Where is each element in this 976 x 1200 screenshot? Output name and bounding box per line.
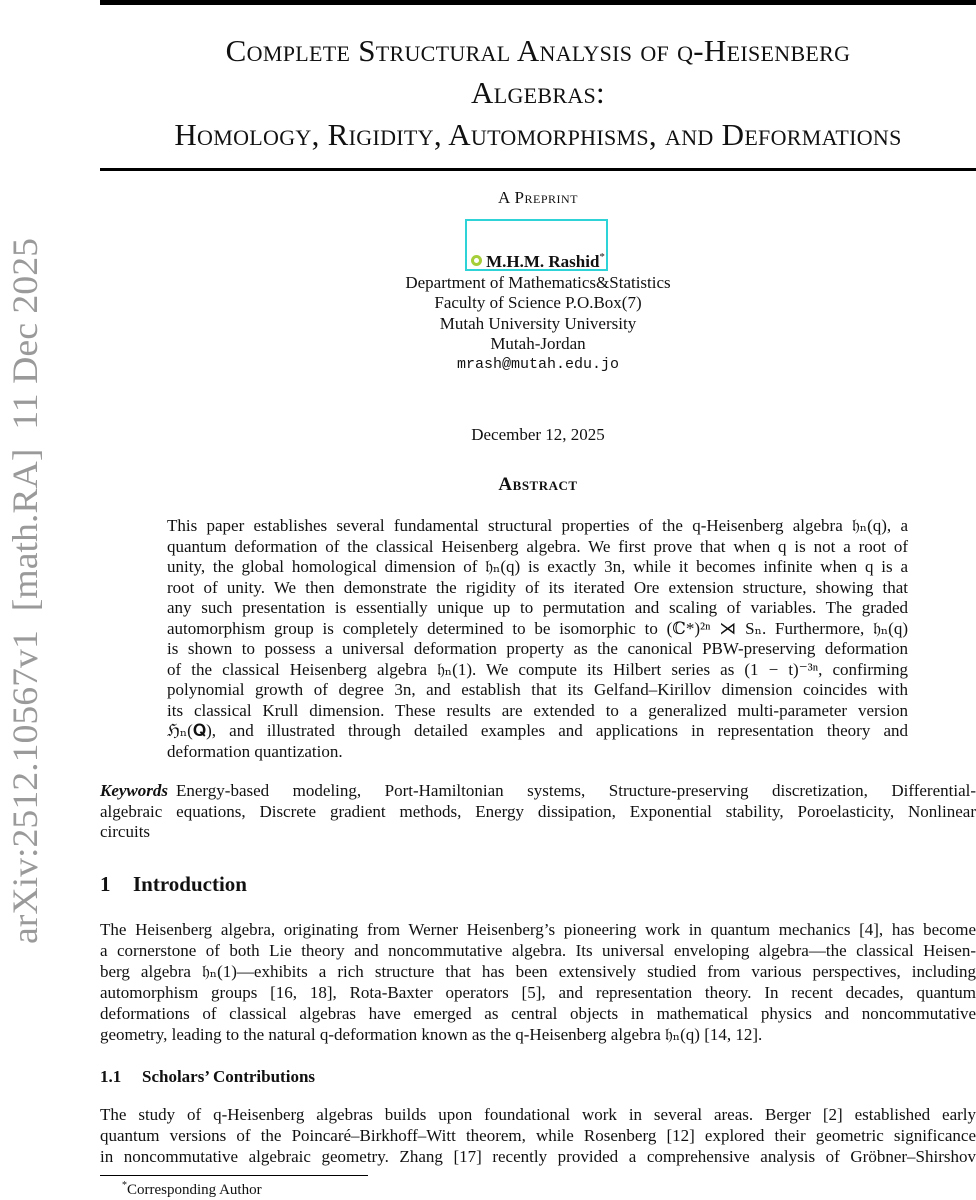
scholars-paragraph: [100, 1104, 976, 1167]
arxiv-id-text: arXiv:2512.10567v1 [math.RA] 11 Dec 2025: [5, 271, 45, 944]
paper-title: [100, 30, 976, 156]
author-email[interactable]: mrash@mutah.edu.jo: [456, 355, 620, 373]
abstract-line: unity, the global homological dimension of 𝔥ₙ(q) is exactly 3n, while it becomes infinite when q is a: [167, 557, 908, 576]
abstract-line: is shown to possess a universal deformation property as the canonical PBW-preserving deformation: [167, 639, 908, 658]
affiliation-line: Department of Mathematics&Statistics: [405, 272, 671, 292]
keywords: [100, 781, 976, 843]
paragraph-line: a cornerstone of both Lie theory and noncommutative algebra. Its universal enveloping algebra—the classical Heisen-: [100, 941, 976, 960]
abstract-line: quantum deformation of the classical Heisenberg algebra. We first prove that when q is not a root of: [167, 536, 908, 556]
author-line: [100, 247, 976, 273]
abstract-heading: Abstract: [498, 474, 578, 495]
subsection-title: Scholars’ Contributions: [142, 1067, 316, 1086]
section-title: Introduction: [133, 872, 247, 896]
affiliation-line: Mutah-Jordan: [490, 334, 586, 353]
abstract-line: any such presentation is essentially unique up to permutation and scaling of variables. The graded: [167, 598, 908, 617]
title-line-1: Complete Structural Analysis of q-Heisenberg: [225, 33, 851, 68]
paragraph-line: in noncommutative algebraic geometry. Zhang [17] recently provided a comprehensive analysis of Gröbner–Shirshov: [100, 1147, 976, 1166]
paragraph-line: berg algebra 𝔥ₙ(1)—exhibits a rich structure that has been extensively studied from various perspectives, including: [100, 962, 976, 981]
abstract-line: automorphism group is completely determined to be isomorphic to (ℂ*)²ⁿ ⋊ Sₙ. Furthermore, 𝔥ₙ(q): [167, 618, 908, 638]
keywords-label: Keywords: [100, 781, 168, 800]
preprint-label: A Preprint: [497, 188, 579, 207]
keywords-text: Energy-based modeling, Port-Hamiltonian systems, Structure-preserving discretization, Differential-: [176, 781, 976, 800]
paragraph-line: deformations of classical algebras have emerged as central objects in mathematical physics and noncommutative: [100, 1004, 976, 1023]
title-line-2: Algebras:: [471, 75, 605, 110]
paragraph-line: The Heisenberg algebra, originating from Werner Heisenberg’s pioneering work in quantum mechanics [4], has become: [100, 920, 976, 939]
keywords-line-2: algebraic equations, Discrete gradient methods, Energy dissipation, Exponential stability, Poroelasticity, Nonlinear: [100, 801, 976, 821]
top-rule: [100, 0, 976, 5]
paragraph-line: automorphism groups [16, 18], Rota-Baxter operators [5], and representation theory. In recent decades, quantum: [100, 983, 976, 1002]
abstract-line: of the classical Heisenberg algebra 𝔥ₙ(1). We compute its Hilbert series as (1 − t)⁻³ⁿ, confirming: [167, 659, 908, 679]
affiliation-line: Mutah University University: [439, 313, 637, 333]
abstract-line: ℌₙ(𝐐), and illustrated through detailed examples and applications in representation theory and: [167, 721, 908, 740]
abstract-text: [167, 516, 908, 762]
arxiv-identifier: [4, 236, 46, 946]
title-line-3: Homology, Rigidity, Automorphisms, and Deformations: [174, 117, 902, 152]
paragraph-line: The study of q-Heisenberg algebras builds upon foundational work in several areas. Berger [2] established early: [100, 1105, 976, 1124]
footnote-rule: [100, 1175, 368, 1176]
footnote-mark: *: [122, 1180, 127, 1191]
author-name[interactable]: M.H.M. Rashid: [486, 252, 600, 271]
paragraph-line: geometry, leading to the natural q-deformation known as the q-Heisenberg algebra 𝔥ₙ(q) [14, 12].: [100, 1025, 763, 1044]
author-block: [100, 247, 976, 375]
footnote: [122, 1180, 262, 1199]
title-bottom-rule: [100, 168, 976, 171]
abstract-line: root of unity. We then demonstrate the rigidity of its iterated Ore extension structure, showing that: [167, 577, 908, 597]
abstract-line: its classical Krull dimension. These results are extended to a generalized multi-parameter version: [167, 700, 908, 720]
section-heading-introduction: [100, 872, 247, 897]
intro-paragraph: [100, 919, 976, 1045]
footnote-text: Corresponding Author: [127, 1182, 262, 1198]
section-number: 1: [100, 872, 111, 896]
abstract-line: This paper establishes several fundamental structural properties of the q-Heisenberg algebra 𝔥ₙ(q), a: [167, 516, 908, 535]
subsection-number: 1.1: [100, 1067, 122, 1086]
abstract-line: polynomial growth of degree 3n, and establish that its Gelfand–Kirillov dimension coincides with: [167, 680, 908, 699]
abstract-line: deformation quantization.: [167, 741, 343, 761]
keywords-line-3: circuits: [100, 822, 151, 841]
orcid-icon[interactable]: [471, 255, 482, 266]
keywords-line-1: [100, 781, 976, 802]
author-footnote-mark[interactable]: *: [599, 251, 605, 263]
paper-date: December 12, 2025: [471, 425, 605, 444]
paragraph-line: quantum versions of the Poincaré–Birkhoff–Witt theorem, while Rosenberg [12] explored their geometric significance: [100, 1126, 976, 1145]
affiliation-line: Faculty of Science P.O.Box(7): [434, 293, 642, 312]
subsection-heading-scholars: [100, 1067, 315, 1087]
